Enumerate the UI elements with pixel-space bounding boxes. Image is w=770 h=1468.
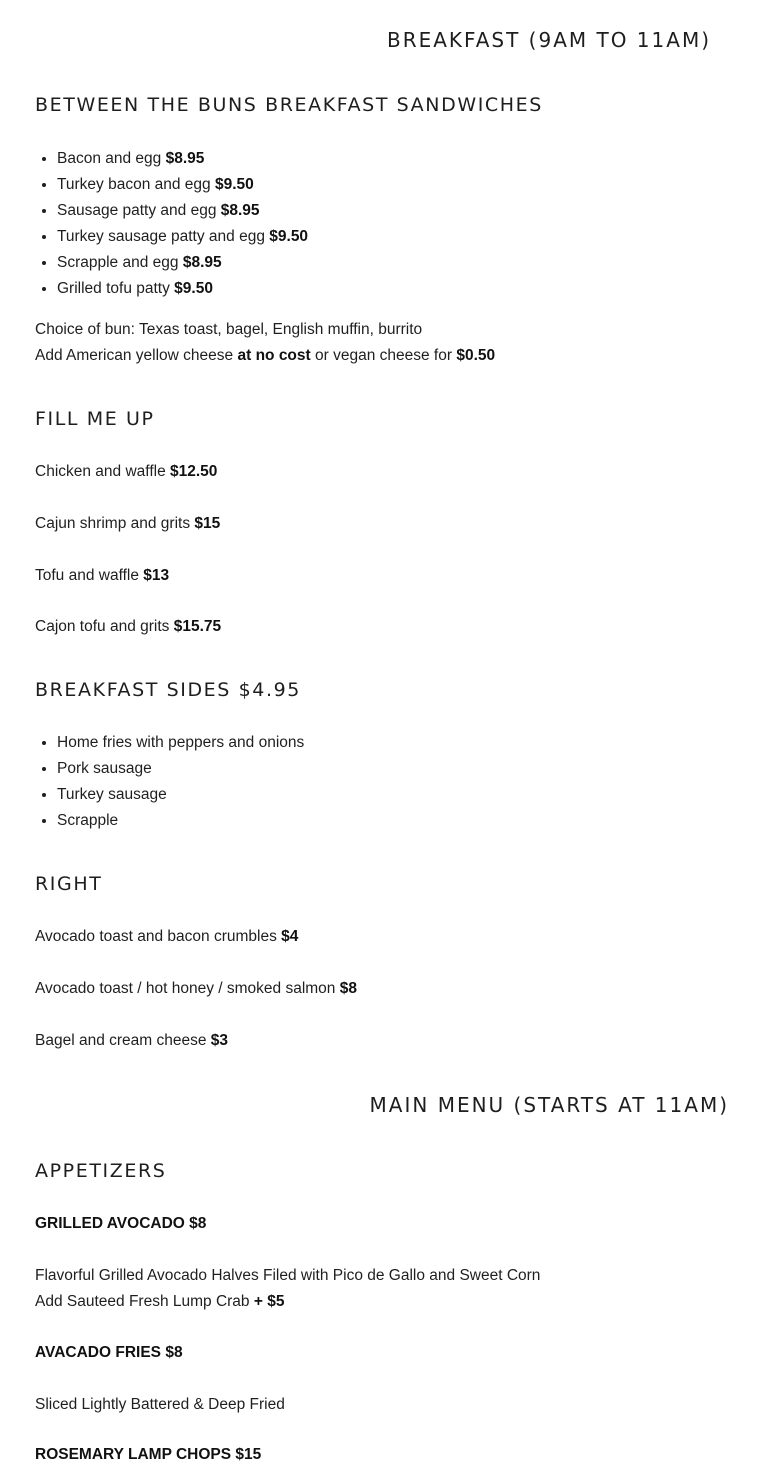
price: $15.75 [173,618,222,635]
list-item: • Bacon and egg $8.95 [57,146,735,172]
price: $12.50 [170,463,218,480]
menu-item: Bagel and cream cheese $3 [35,1032,229,1049]
appetizer-heading: AVACADO FRIES $8 [35,1344,183,1361]
menu-item: Cajon tofu and grits $15.75 [35,618,222,635]
appetizer-description: Flavorful Grilled Avocado Halves Filed with Pico de Gallo and Sweet Corn [35,1267,541,1284]
sides-list [35,730,735,834]
list-item: • Grilled tofu patty $9.50 [57,276,735,302]
price: $8.95 [165,150,205,167]
cheese-note: Add American yellow cheese at no cost or vegan cheese for $0.50 [35,347,496,364]
list-item: • Turkey sausage patty and egg $9.50 [57,224,735,250]
price: $13 [143,567,170,584]
list-item: • Pork sausage [57,756,735,782]
price: $4 [281,928,299,945]
list-item: • Scrapple [57,808,735,834]
price: $8 [339,980,357,997]
price: $9.50 [214,176,254,193]
bun-choice-note: Choice of bun: Texas toast, bagel, English muffin, burrito [35,321,423,338]
list-item: • Turkey sausage [57,782,735,808]
price: $9.50 [174,280,213,297]
sandwiches-list [35,146,735,302]
appetizers-title: APPETIZERS [35,1160,167,1182]
right-title: RIGHT [35,873,103,895]
main-menu-section-title: MAIN MENU (STARTS AT 11AM) [369,1093,729,1117]
price: $8.95 [182,254,222,271]
sandwiches-title: BETWEEN THE BUNS BREAKFAST SANDWICHES [35,94,543,116]
menu-item: Tofu and waffle $13 [35,567,170,584]
list-item: • Turkey bacon and egg $9.50 [57,172,735,198]
appetizer-heading: GRILLED AVOCADO $8 [35,1215,207,1232]
menu-item: Avocado toast / hot honey / smoked salmon $8 [35,980,357,997]
list-item: • Scrapple and egg $8.95 [57,250,735,276]
menu-item: Avocado toast and bacon crumbles $4 [35,928,299,945]
price: $15 [194,515,221,532]
price: $8.95 [220,202,260,219]
list-item: • Home fries with peppers and onions [57,730,735,756]
appetizer-addon: Add Sauteed Fresh Lump Crab + $5 [35,1293,285,1310]
menu-item: Chicken and waffle $12.50 [35,463,218,480]
breakfast-section-title: BREAKFAST (9AM TO 11AM) [387,28,711,52]
list-item: • Sausage patty and egg $8.95 [57,198,735,224]
appetizer-description: Sliced Lightly Battered & Deep Fried [35,1396,285,1413]
price: $3 [210,1032,229,1049]
fill-me-up-title: FILL ME UP [35,408,155,430]
appetizer-heading: ROSEMARY LAMP CHOPS $15 [35,1446,262,1463]
price: $9.50 [269,228,309,245]
breakfast-sides-title: BREAKFAST SIDES $4.95 [35,679,301,701]
menu-item: Cajun shrimp and grits $15 [35,515,221,532]
